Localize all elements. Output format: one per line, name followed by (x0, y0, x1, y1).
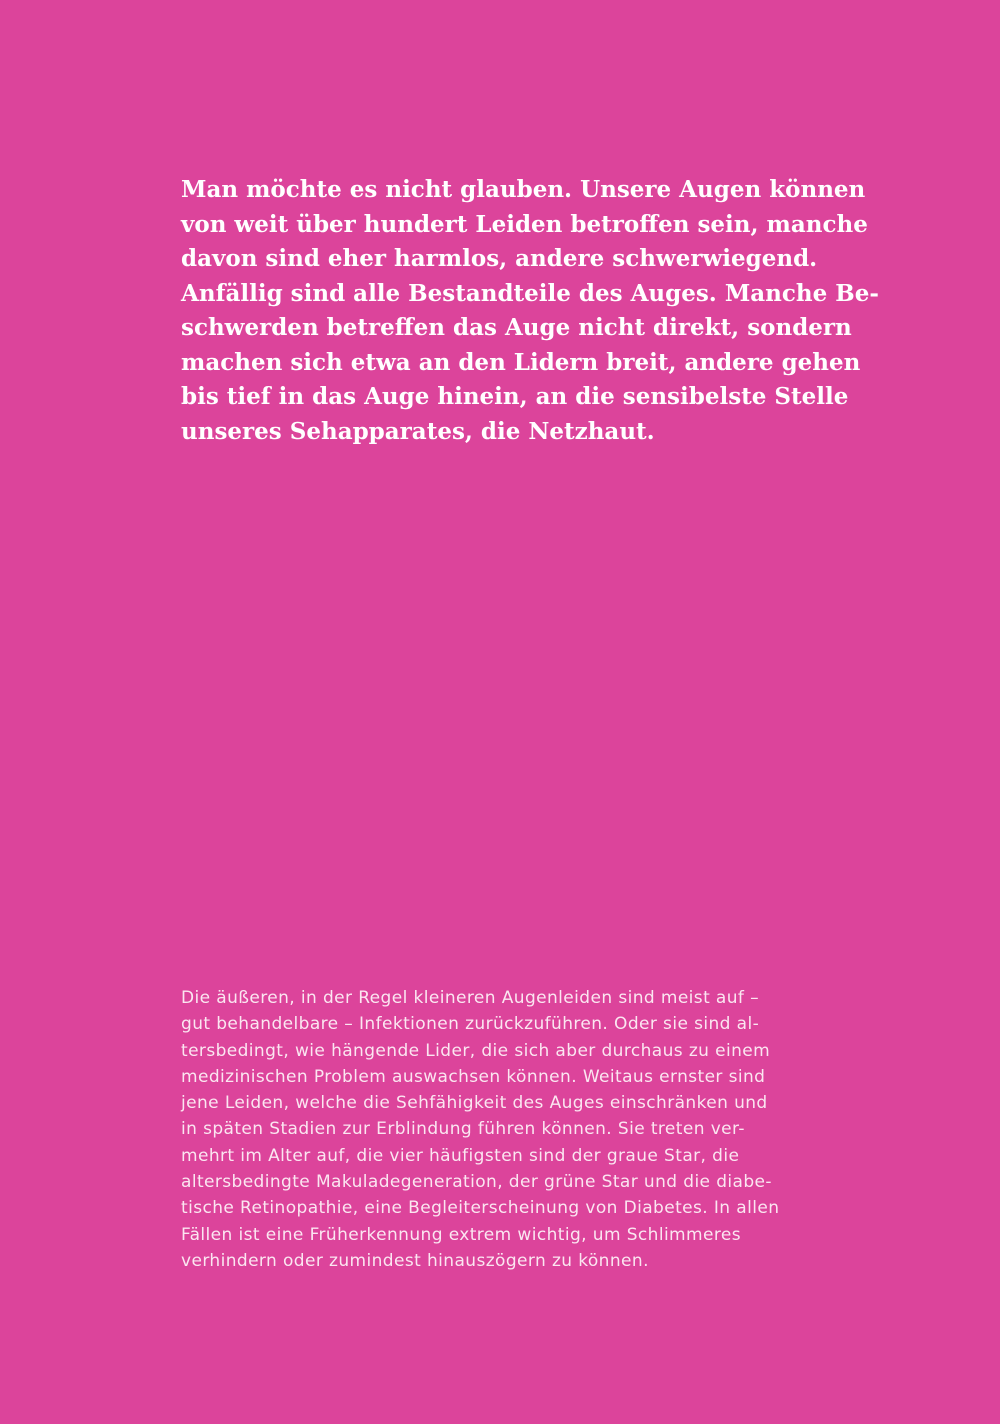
body-line: Die äußeren, in der Regel kleineren Augenleiden sind meist auf – (181, 988, 760, 1008)
intro-line: Anfällig sind alle Bestandteile des Auges. Manche Be- (181, 279, 879, 307)
intro-line: davon sind eher harmlos, andere schwerwiegend. (181, 245, 818, 272)
body-line: altersbedingte Makuladegeneration, der grüne Star und die diabe- (181, 1172, 772, 1193)
intro-line: Man möchte es nicht glauben. Unsere Augen können (181, 176, 866, 203)
body-line: tersbedingt, wie hängende Lider, die sich aber durchaus zu einem (181, 1040, 771, 1061)
body-line: jene Leiden, welche die Sehfähigkeit des Auges einschränken und (181, 1093, 768, 1114)
body-line: medizinischen Problem auswachsen können. Weitaus ernster sind (181, 1066, 766, 1087)
intro-line: von weit über hundert Leiden betroffen sein, manche (181, 210, 868, 238)
intro-line: schwerden betreffen das Auge nicht direkt, sondern (181, 314, 852, 341)
intro-line: unseres Sehapparates, die Netzhaut. (181, 417, 655, 445)
body-line: gut behandelbare – Infektionen zurückzuführen. Oder sie sind al- (181, 1014, 760, 1035)
body-line: in späten Stadien zur Erblindung führen können. Sie treten ver- (181, 1119, 745, 1140)
intro-line: bis tief in das Auge hinein, an die sensibelste Stelle (181, 383, 849, 410)
body-line: mehrt im Alter auf, die vier häufigsten sind der graue Star, die (181, 1145, 740, 1166)
intro-paragraph (181, 173, 879, 449)
body-line: verhindern oder zumindest hinauszögern zu können. (181, 1250, 649, 1271)
body-line: tische Retinopathie, eine Begleiterscheinung von Diabetes. In allen (181, 1198, 780, 1219)
intro-line: machen sich etwa an den Lidern breit, andere gehen (181, 348, 861, 376)
body-paragraph (181, 985, 861, 1274)
body-line: Fällen ist eine Früherkennung extrem wichtig, um Schlimmeres (181, 1224, 741, 1245)
